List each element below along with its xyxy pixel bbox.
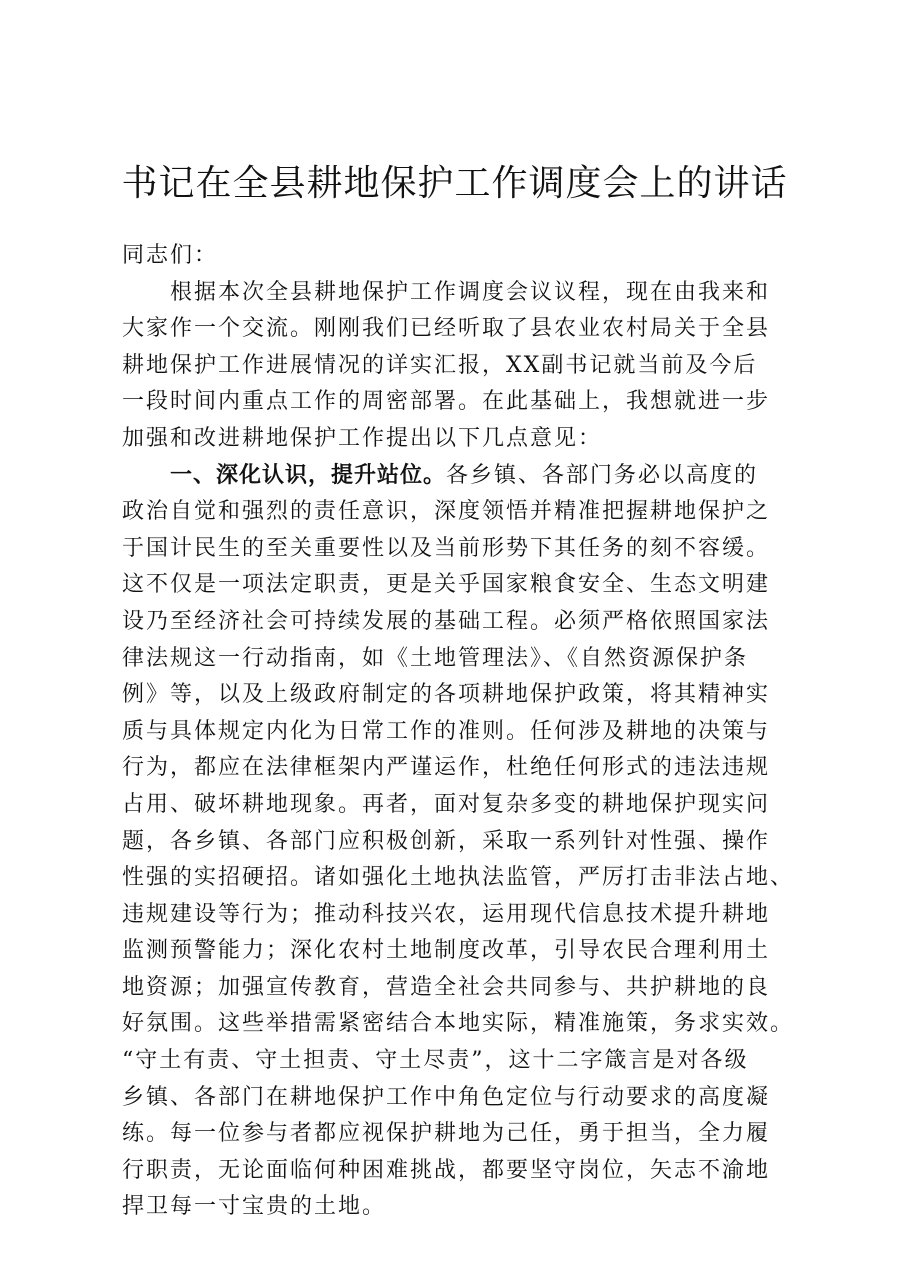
paragraph-line: 质与具体规定内化为日常工作的准则。任何涉及耕地的决策与 (122, 718, 771, 744)
paragraph-line: 根据本次全县耕地保护工作调度会议议程，现在由我来和 (170, 279, 771, 305)
paragraph-line: 练。每一位参与者都应视保护耕地为己任，勇于担当，全力履 (122, 1121, 771, 1147)
paragraph-line: 政治自觉和强烈的责任意识，深度领悟并精准把握耕地保护之 (122, 499, 771, 525)
paragraph-line: 性强的实招硬招。诸如强化土地执法监管，严厉打击非法占地、 (122, 865, 795, 891)
paragraph-line: 这不仅是一项法定职责，更是关乎国家粮食安全、生态文明建 (122, 572, 771, 598)
paragraph-line: 一段时间内重点工作的周密部署。在此基础上，我想就进一步 (122, 389, 771, 415)
paragraph-line: 违规建设等行为；推动科技兴农，运用现代信息技术提升耕地 (122, 901, 771, 927)
section-first-line-text: 各乡镇、各部门务必以高度的 (446, 462, 759, 488)
paragraph-line: 设乃至经济社会可持续发展的基础工程。必须严格依照国家法 (122, 608, 771, 634)
paragraph-line: 于国计民生的至关重要性以及当前形势下其任务的刻不容缓。 (122, 535, 771, 561)
paragraph-line: 加强和改进耕地保护工作提出以下几点意见： (122, 425, 603, 451)
document-title: 书记在全县耕地保护工作调度会上的讲话 (121, 163, 788, 204)
paragraph-line: 大家作一个交流。刚刚我们已经听取了县农业农村局关于全县 (122, 316, 771, 342)
paragraph-line: 行职责，无论面临何种困难挑战，都要坚守岗位，矢志不渝地 (122, 1157, 771, 1183)
section-heading: 一、深化认识，提升站位。 (170, 462, 447, 488)
paragraph-line: 捍卫每一寸宝贵的土地。 (122, 1194, 387, 1220)
paragraph-line: 耕地保护工作进展情况的详实汇报，XX副书记就当前及今后 (122, 352, 758, 378)
paragraph-line: 律法规这一行动指南，如《土地管理法》、《自然资源保护条 (122, 645, 749, 671)
paragraph-line: 好氛围。这些举措需紧密结合本地实际，精准施策，务求实效。 (122, 1011, 795, 1037)
paragraph-line: 题，各乡镇、各部门应积极创新，采取一系列针对性强、操作 (122, 828, 771, 854)
paragraph-line: 行为，都应在法律框架内严谨运作，杜绝任何形式的违法违规 (122, 755, 771, 781)
paragraph-line: 占用、破坏耕地现象。再者，面对复杂多变的耕地保护现实问 (122, 791, 771, 817)
paragraph-line: “守土有责、守土担责、守土尽责”，这十二字箴言是对各级 (122, 1048, 749, 1074)
document-body (122, 238, 802, 1226)
paragraph-line: 例》等，以及上级政府制定的各项耕地保护政策，将其精神实 (122, 682, 771, 708)
section-first-line (122, 458, 802, 495)
paragraph-line: 乡镇、各部门在耕地保护工作中角色定位与行动要求的高度凝 (122, 1084, 771, 1110)
paragraph-line: 地资源；加强宣传教育，营造全社会共同参与、共护耕地的良 (122, 974, 771, 1000)
paragraph-line: 监测预警能力；深化农村土地制度改革，引导农民合理利用土 (122, 938, 771, 964)
salutation: 同志们： (122, 243, 219, 268)
